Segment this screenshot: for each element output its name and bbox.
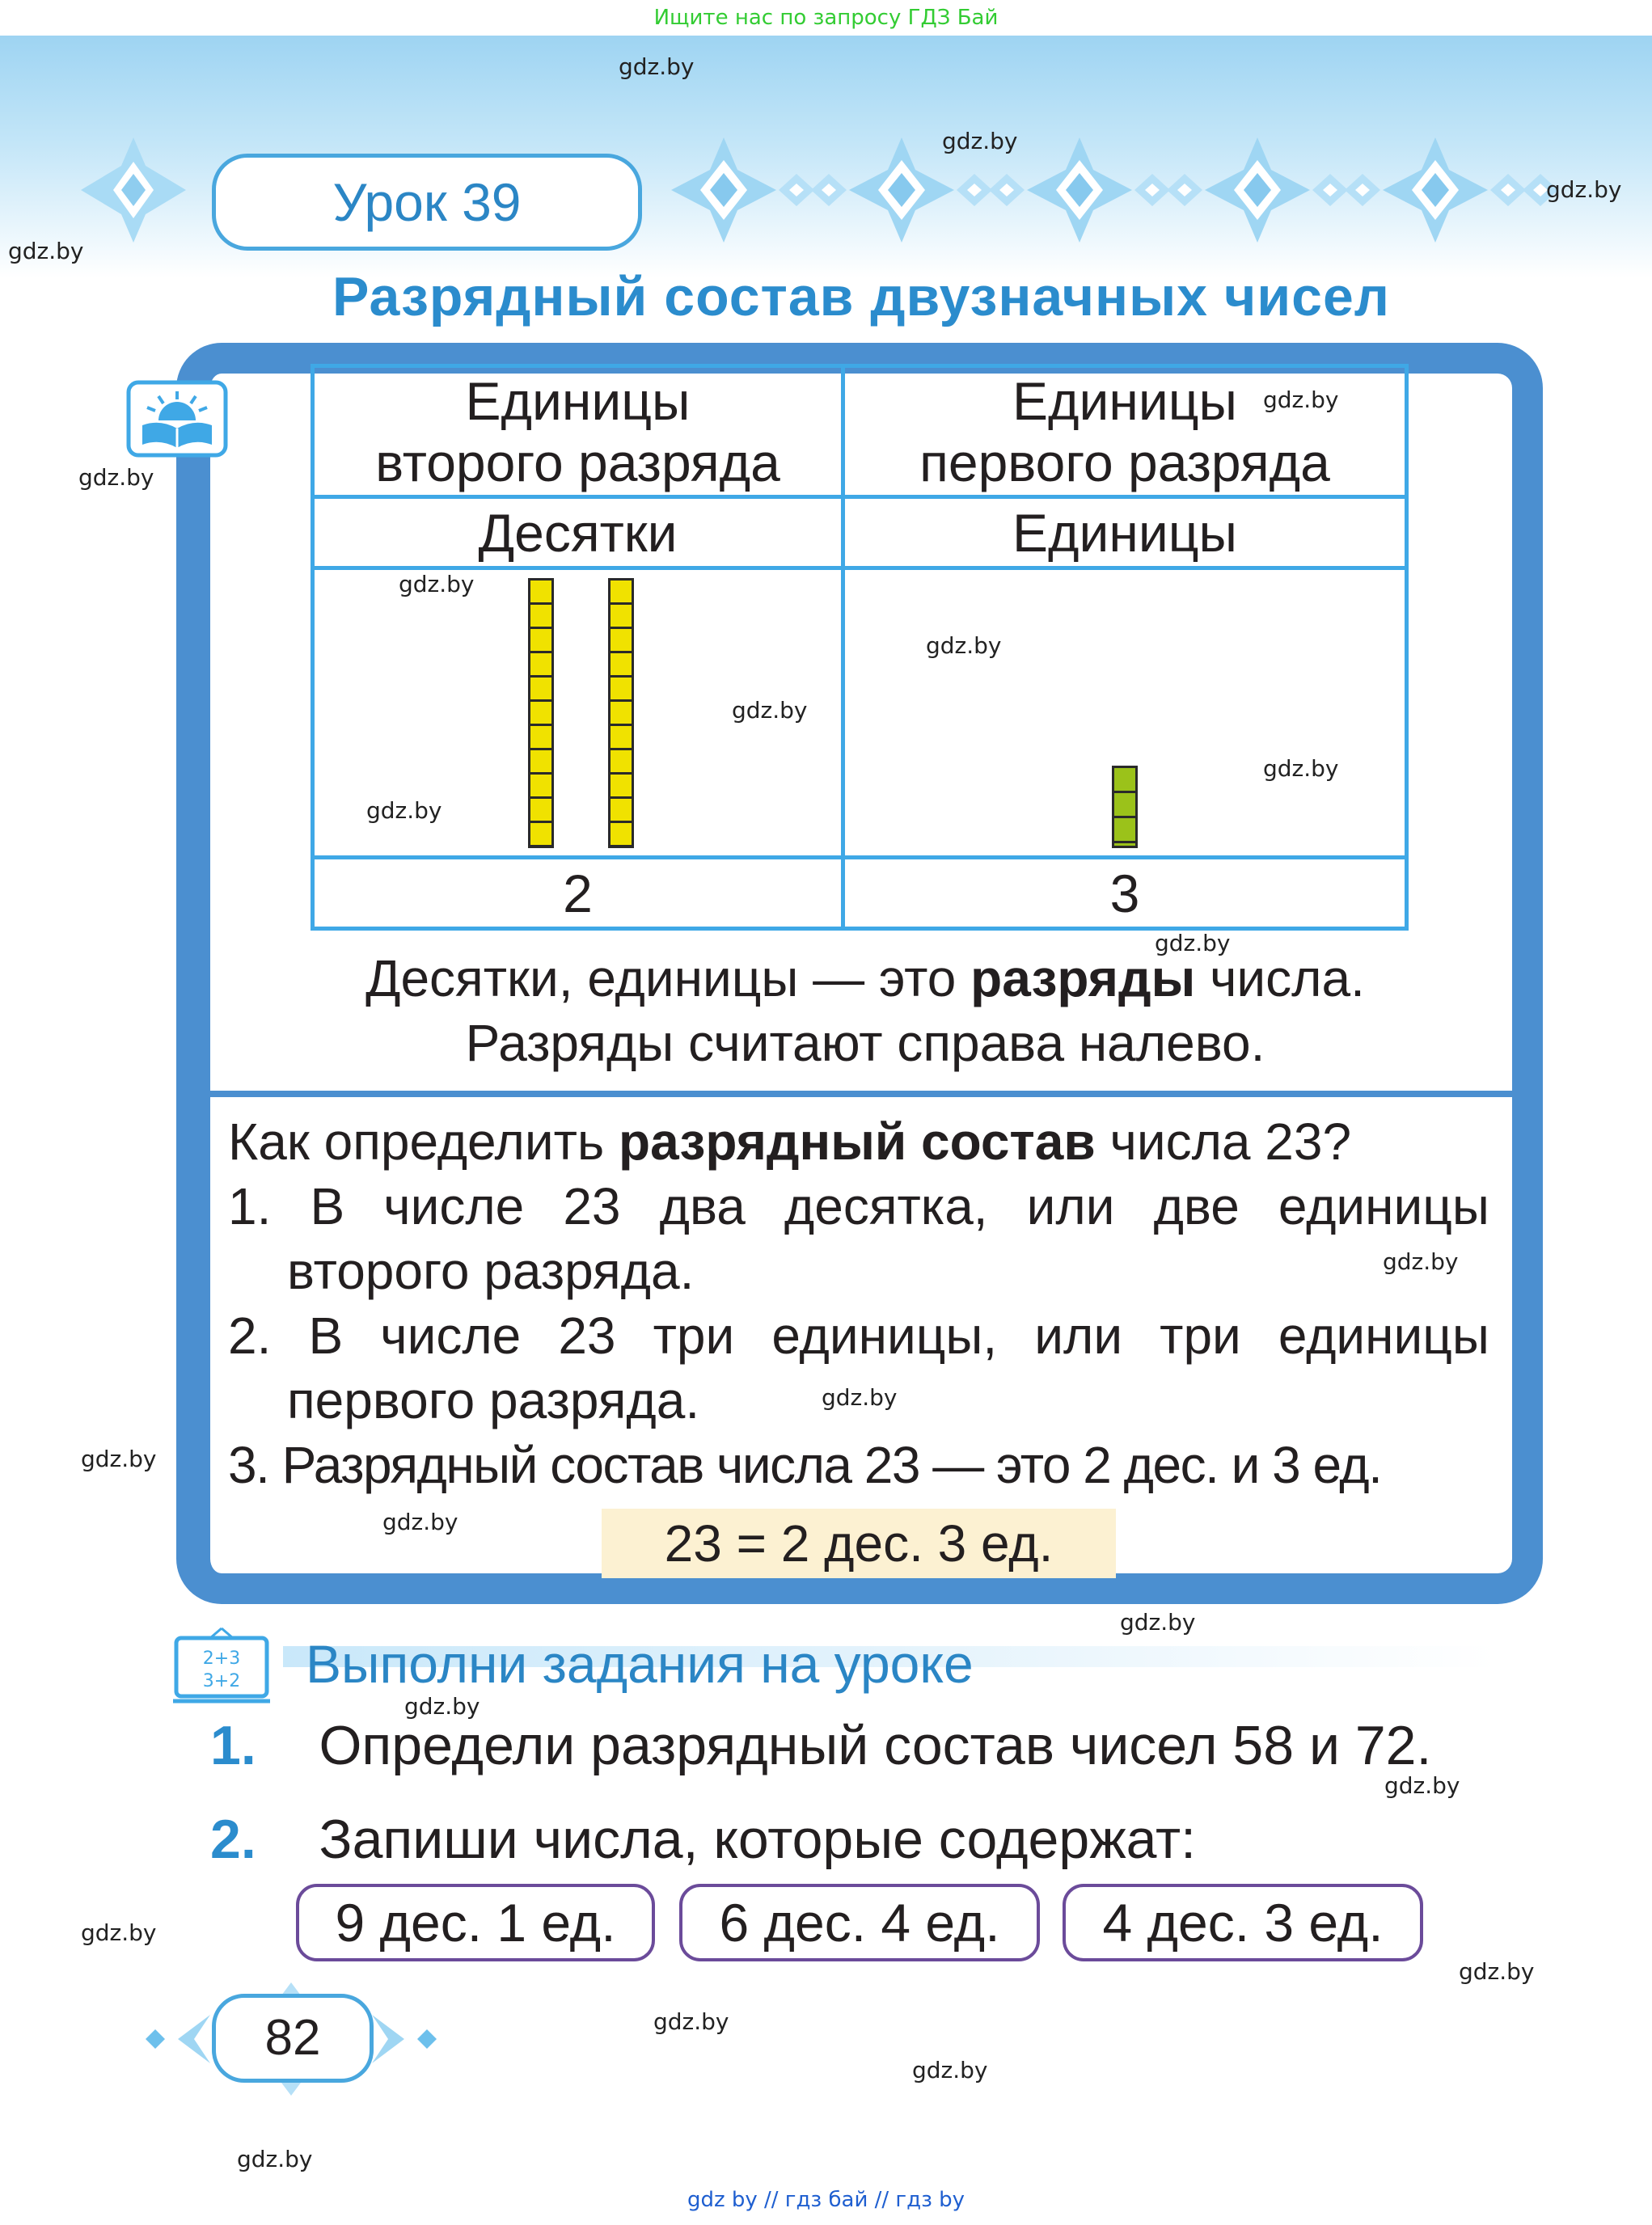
step2-word: три xyxy=(1160,1307,1241,1365)
tens-stick xyxy=(608,578,634,848)
chip-3: 4 дес. 3 ед. xyxy=(1063,1884,1423,1961)
bottom-banner: gdz by // гдз бай // гдз by xyxy=(687,2188,965,2212)
watermark: gdz.by xyxy=(942,128,1018,154)
watermark: gdz.by xyxy=(732,697,808,724)
watermark: gdz.by xyxy=(78,464,154,491)
blackboard-text-line1: 2+3 xyxy=(202,1649,241,1669)
blackboard-icon xyxy=(171,1627,272,1708)
watermark: gdz.by xyxy=(8,238,84,264)
rule-line1-bold: разряды xyxy=(970,949,1196,1007)
question-post: числа 23? xyxy=(1095,1112,1352,1171)
step2-line1 xyxy=(228,1303,1489,1368)
col1-header-line1: Единицы xyxy=(465,370,691,431)
ones-cubes xyxy=(1112,766,1138,848)
rule-line1 xyxy=(243,946,1488,1011)
step2-line2: первого разряда. xyxy=(287,1371,700,1429)
step1-word: две xyxy=(1153,1177,1240,1235)
tens-stick xyxy=(528,578,554,848)
watermark: gdz.by xyxy=(81,1446,157,1472)
col1-name: Десятки xyxy=(313,497,843,568)
watermark: gdz.by xyxy=(1384,1772,1460,1799)
task-2 xyxy=(210,1808,1196,1871)
rule-line1-pre: Десятки, единицы — это xyxy=(365,949,971,1007)
rule-line1-post: числа. xyxy=(1195,949,1365,1007)
lesson-label: Урок 39 xyxy=(212,154,642,251)
page-number: 82 xyxy=(212,1994,374,2083)
watermark: gdz.by xyxy=(822,1384,898,1411)
watermark: gdz.by xyxy=(912,2057,988,2084)
chip-1: 9 дес. 1 ед. xyxy=(296,1884,655,1961)
watermark: gdz.by xyxy=(399,571,475,597)
step1-line1 xyxy=(228,1174,1489,1239)
ornament-band xyxy=(671,137,1569,243)
step2-word: 2. xyxy=(228,1307,272,1365)
top-banner: Ищите нас по запросу ГДЗ Бай xyxy=(653,6,999,30)
watermark: gdz.by xyxy=(1263,386,1339,413)
place-value-table xyxy=(311,364,1409,931)
step2-word: 23 xyxy=(558,1307,616,1365)
col1-header xyxy=(313,366,843,497)
step2-word: или xyxy=(1034,1307,1123,1365)
rule-text xyxy=(243,946,1488,1075)
watermark: gdz.by xyxy=(1155,930,1231,956)
question-bold: разрядный состав xyxy=(619,1112,1096,1171)
step1-word: два xyxy=(659,1177,746,1235)
frame-divider xyxy=(210,1091,1512,1097)
question xyxy=(228,1109,1489,1174)
watermark: gdz.by xyxy=(1263,755,1339,782)
watermark: gdz.by xyxy=(1546,176,1622,203)
step2-word: единицы xyxy=(1278,1307,1489,1365)
step1-word: или xyxy=(1026,1177,1115,1235)
tens-count: 2 xyxy=(313,858,843,929)
watermark: gdz.by xyxy=(1459,1958,1535,1985)
col1-header-line2: второго разряда xyxy=(375,432,780,492)
explanation xyxy=(228,1109,1489,1497)
watermark: gdz.by xyxy=(366,797,442,824)
col2-header-line1: Единицы xyxy=(1012,370,1237,431)
col2-header-line2: первого разряда xyxy=(919,432,1330,492)
watermark: gdz.by xyxy=(926,632,1002,659)
chip-2: 6 дес. 4 ед. xyxy=(679,1884,1040,1961)
task-1 xyxy=(210,1714,1431,1777)
step1-word: десятка, xyxy=(784,1177,988,1235)
snowflake-ornament-left xyxy=(81,137,186,243)
task-1-text: Определи разрядный состав чисел 58 и 72. xyxy=(319,1715,1432,1776)
step1-word: числе xyxy=(383,1177,525,1235)
col2-name: Единицы xyxy=(843,497,1407,568)
task-2-number: 2. xyxy=(210,1809,256,1870)
step2-word: три xyxy=(653,1307,735,1365)
step1-word: 23 xyxy=(563,1177,621,1235)
step1-word: 1. xyxy=(228,1177,272,1235)
watermark: gdz.by xyxy=(404,1693,480,1720)
watermark: gdz.by xyxy=(81,1919,157,1946)
blackboard-text-line2: 3+2 xyxy=(202,1671,241,1691)
step2-word: В xyxy=(308,1307,344,1365)
task-1-number: 1. xyxy=(210,1715,256,1776)
ones-cell xyxy=(843,568,1407,858)
rule-line2: Разряды считают справа налево. xyxy=(465,1014,1265,1072)
watermark: gdz.by xyxy=(237,2146,313,2172)
step1-word: единицы xyxy=(1278,1177,1489,1235)
watermark: gdz.by xyxy=(382,1509,458,1535)
ones-count: 3 xyxy=(843,858,1407,929)
question-pre: Как определить xyxy=(228,1112,619,1171)
col2-header xyxy=(843,366,1407,497)
book-sun-icon xyxy=(126,380,228,458)
tasks-title: Выполни задания на уроке xyxy=(306,1634,974,1694)
watermark: gdz.by xyxy=(619,53,695,80)
lesson-title: Разрядный состав двузначных чисел xyxy=(332,266,1390,327)
formula: 23 = 2 дес. 3 ед. xyxy=(602,1509,1116,1578)
watermark: gdz.by xyxy=(1120,1609,1196,1636)
watermark: gdz.by xyxy=(653,2008,729,2035)
step2-word: числе xyxy=(380,1307,522,1365)
task-2-text: Запиши числа, которые содержат: xyxy=(319,1809,1197,1870)
step1-word: В xyxy=(310,1177,345,1235)
step2-word: единицы, xyxy=(771,1307,998,1365)
step3: 3. Разрядный состав числа 23 — это 2 дес. и 3 ед. xyxy=(228,1436,1382,1494)
watermark: gdz.by xyxy=(1383,1248,1459,1275)
step1-line2: второго разряда. xyxy=(287,1242,695,1300)
